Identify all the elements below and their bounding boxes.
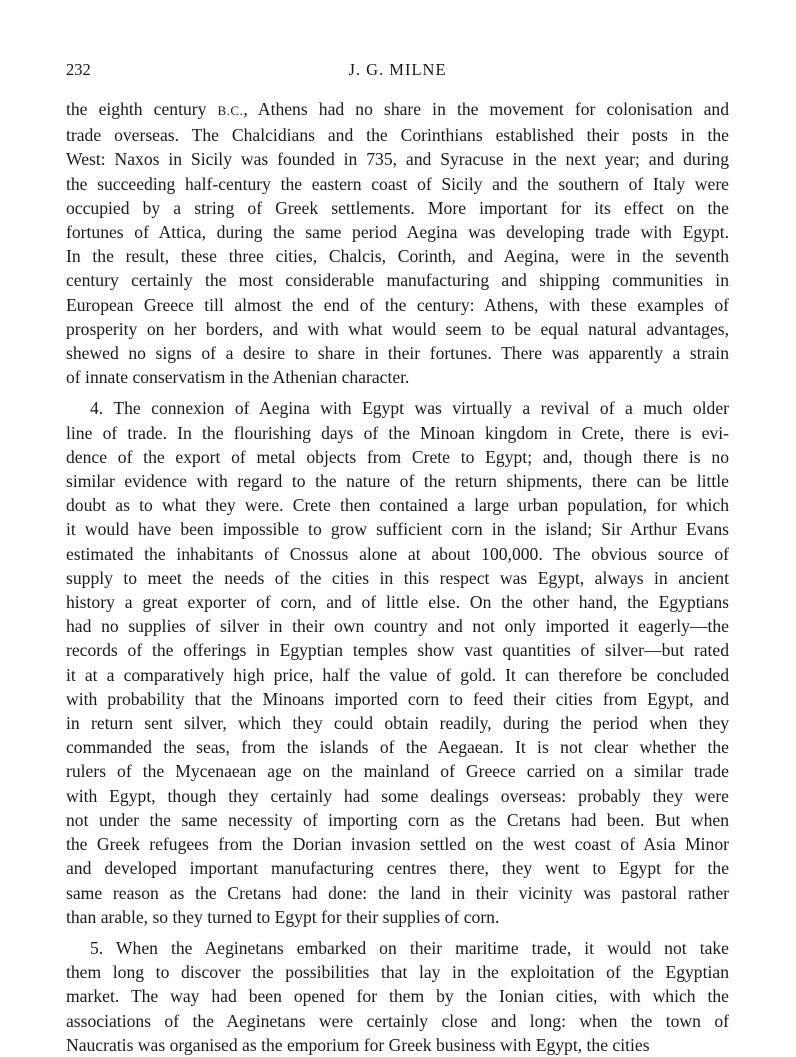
text-line: the succeeding half-century the eastern coast of Sicily and the southern of Italy were [66,173,729,194]
text-line: of innate conservatism in the Athenian character. [66,367,410,388]
text-line: dence of the export of metal objects from Crete to Egypt; and, though there is no [66,446,729,467]
text-line: associations of the Aeginetans were certainly close and long: when the town of [66,1010,729,1031]
running-head: J. G. MILNE [348,60,447,79]
text-line: West: Naxos in Sicily was founded in 735, and Syracuse in the next year; and during [66,149,729,170]
text-line: estimated the inhabitants of Cnossus alone at about 100,000. The obvious source of [66,543,729,564]
text-line: than arable, so they turned to Egypt for their supplies of corn. [66,906,500,927]
text-line: European Greece till almost the end of the century: Athens, with these examples of [66,294,729,315]
text-line: in return sent silver, which they could obtain readily, during the period when they [66,713,729,734]
text-line: In the result, these three cities, Chalcis, Corinth, and Aegina, were in the seventh [66,246,729,267]
text-line: commanded the seas, from the islands of the Aegaean. It is not clear whether the [66,737,729,758]
paragraph [66,936,729,1057]
text-line: doubt as to what they were. Crete then contained a large urban population, for which [66,495,729,516]
text-line: shewed no signs of a desire to share in their fortunes. There was apparently a strain [66,343,729,364]
text-line: with probability that the Minoans imported corn to feed their cities from Egypt, and [66,688,729,709]
text-line: not under the same necessity of importing corn as the Cretans had been. But when [66,809,729,830]
text-line: the Greek refugees from the Dorian invasion settled on the west coast of Asia Minor [66,834,729,855]
text-line: rulers of the Mycenaean age on the mainland of Greece carried on a similar trade [66,761,729,782]
text-line: records of the offerings in Egyptian temples show vast quantities of silver—but rated [66,640,729,661]
text-line: similar evidence with regard to the nature of the return shipments, there can be little [66,471,729,492]
page-header [66,60,729,82]
text-line: it would have been impossible to grow sufficient corn in the island; Sir Arthur Evans [66,519,729,540]
text-line: market. The way had been opened for them by the Ionian cities, with which the [66,986,729,1007]
text-line: century certainly the most considerable manufacturing and shipping communities in [66,270,729,291]
paragraph [66,396,729,928]
text-line: Naucratis was organised as the emporium for Greek business with Egypt, the cities [66,1034,650,1055]
page-number: 232 [66,60,91,79]
small-caps-abbreviation: B.C. [217,103,244,118]
text-line: occupied by a string of Greek settlements. More important for its effect on the [66,197,729,218]
text-line: fortunes of Attica, during the same period Aegina was developing trade with Egypt. [66,222,729,243]
text-line: 5. When the Aeginetans embarked on their maritime trade, it would not take [90,937,729,958]
text-line: the eighth century B.C., Athens had no share in the movement for colonisation and [66,99,729,119]
text-line: supply to meet the needs of the cities in this respect was Egypt, always in ancient [66,567,729,588]
text-line: same reason as the Cretans had done: the land in their vicinity was pastoral rather [66,882,729,903]
text-line: them long to discover the possibilities that lay in the exploitation of the Egyptian [66,962,729,983]
text-line: prosperity on her borders, and with what would seem to be equal natural advantages, [66,318,729,339]
text-line: and developed important manufacturing centres there, they went to Egypt for the [66,858,729,879]
paragraph [66,97,729,389]
text-line: line of trade. In the flourishing days of the Minoan kingdom in Crete, there is evi- [66,422,729,443]
article-body [66,97,729,1057]
text-line: history a great exporter of corn, and of little else. On the other hand, the Egyptians [66,592,729,613]
text-line: trade overseas. The Chalcidians and the Corinthians established their posts in the [66,125,729,146]
text-line: 4. The connexion of Aegina with Egypt was virtually a revival of a much older [90,398,729,419]
text-line: had no supplies of silver in their own country and not only imported it eagerly—the [66,616,729,637]
text-line: it at a comparatively high price, half the value of gold. It can therefore be concluded [66,664,729,685]
text-line: with Egypt, though they certainly had some dealings overseas: probably they were [66,785,729,806]
